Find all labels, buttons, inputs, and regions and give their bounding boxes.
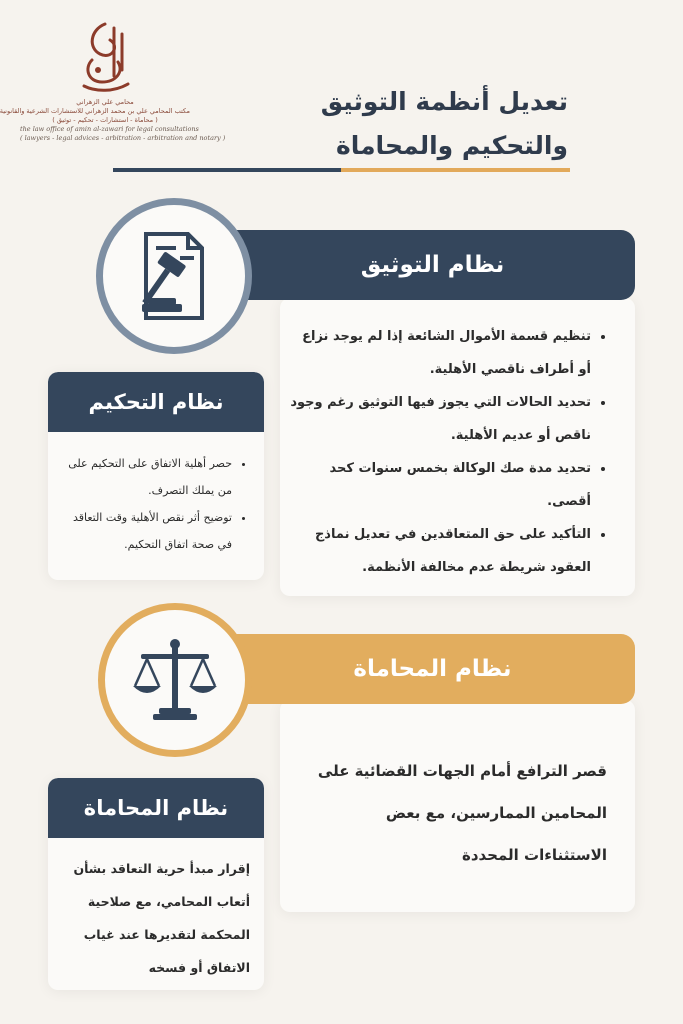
advocacy-fees-header bbox=[48, 778, 264, 838]
arbitration-header bbox=[48, 372, 264, 432]
arbitration-card bbox=[48, 372, 264, 580]
page-title bbox=[321, 80, 568, 168]
advocacy-body-card bbox=[280, 700, 635, 912]
notary-body-card bbox=[280, 298, 635, 596]
advocacy-fees-header-label: نظام المحاماة bbox=[83, 796, 229, 820]
notary-bullet-3: • تحديد مدة صك الوكالة بخمس سنوات كحد أقصى. bbox=[286, 452, 591, 518]
logo-line-5: ( lawyers - legal advices - arbitration - arbitration and notary ) bbox=[20, 134, 226, 142]
advocacy-fees-text: إقرار مبدأ حرية التعاقد بشأن أتعاب المحامي، مع صلاحية المحكمة لتقديرها عند غياب الاتفاق أو فسخه bbox=[73, 861, 250, 975]
notary-header bbox=[200, 230, 635, 300]
advocacy-header-label: نظام المحاماة bbox=[353, 656, 512, 682]
notary-bullet-4: • التأكيد على حق المتعاقدين في تعديل نماذج العقود شريطة عدم مخالفة الأنظمة. bbox=[286, 518, 591, 584]
title-line-1: تعديل أنظمة التوثيق bbox=[320, 87, 568, 116]
gavel-document-icon bbox=[124, 226, 224, 326]
logo-line-1: محامي علي الزهراني bbox=[76, 98, 134, 106]
arbitration-bullet-2: • توضيح أثر نقص الأهلية وقت التعاقد في صحة اتفاق التحكيم. bbox=[62, 504, 232, 558]
notary-bullet-2: • تحديد الحالات التي يجوز فيها التوثيق رغم وجود ناقص أو عديم الأهلية. bbox=[286, 386, 591, 452]
notary-icon-circle bbox=[96, 198, 252, 354]
title-underline-gold bbox=[341, 168, 570, 172]
advocacy-header bbox=[200, 634, 635, 704]
advocacy-text: قصر الترافع أمام الجهات القضائية على المحامين الممارسين، مع بعض الاستثناءات المحددة bbox=[317, 762, 607, 864]
arbitration-header-label: نظام التحكيم bbox=[88, 390, 224, 414]
logo-line-3: ( محاماة - استشارات - تحكيم - توثيق ) bbox=[52, 116, 158, 124]
scales-icon bbox=[127, 632, 223, 728]
calligraphy-logo-icon bbox=[70, 20, 140, 98]
notary-bullet-1: • تنظيم قسمة الأموال الشائعة إذا لم يوجد نزاع أو أطراف ناقصي الأهلية. bbox=[286, 320, 591, 386]
arbitration-bullet-1: • حصر أهلية الاتفاق على التحكيم على من يملك التصرف. bbox=[62, 450, 232, 504]
logo-line-2: مكتب المحامي علي بن محمد الزهراني للاستشارات الشرعية والقانونية bbox=[0, 107, 190, 115]
firm-logo bbox=[0, 20, 226, 155]
title-line-2: والتحكيم والمحاماة bbox=[335, 131, 568, 160]
notary-header-label: نظام التوثيق bbox=[360, 252, 505, 278]
notary-bullet-list bbox=[286, 320, 613, 584]
logo-line-4: the law office of amin al-zawari for legal consultations bbox=[20, 125, 199, 133]
advocacy-fees-card bbox=[48, 778, 264, 990]
advocacy-icon-circle bbox=[98, 603, 252, 757]
arbitration-bullet-list bbox=[48, 450, 264, 558]
title-underline-navy bbox=[113, 168, 341, 172]
